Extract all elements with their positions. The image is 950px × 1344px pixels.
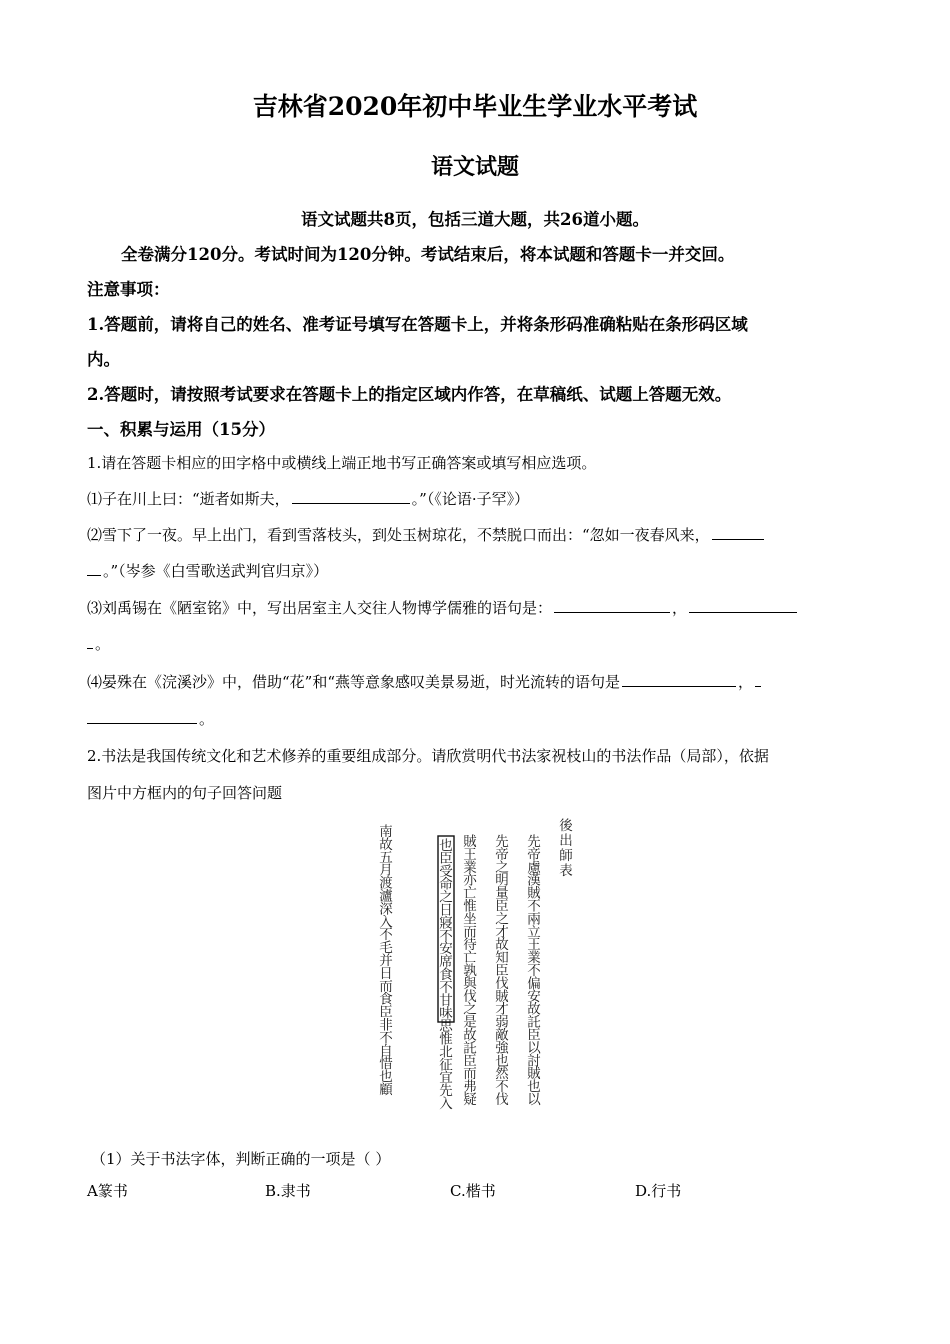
q1-part4-line2 (87, 708, 214, 729)
calligraphy-column: 後出師表 (559, 818, 573, 879)
q1-part3-blank-c[interactable] (87, 633, 93, 649)
q1-part3-text-a: ⑶刘禹锡在《陋室铭》中，写出居室主人交往人物博学儒雅的语句是： (87, 599, 553, 617)
exam-info-line2: 全卷满分120分。考试时间为120分钟。考试结束后，将本试题和答题卡一并交回。 (121, 245, 735, 264)
calligraphy-column: 也臣受命之日寢不安席食不甘味思惟北征宜先入 (439, 838, 453, 1112)
q1-part4-blank-b[interactable] (755, 671, 761, 687)
q1-part2-blank-a[interactable] (712, 524, 764, 540)
calligraphy-image (368, 808, 588, 1114)
q1-part4-line1 (87, 671, 763, 692)
q1-part1-text-b: 。”（《论语·子罕》） (411, 490, 530, 508)
exam-title: 吉林省2020年初中毕业生学业水平考试 (252, 92, 698, 121)
q2-option-b[interactable]: B.隶书 (265, 1182, 311, 1200)
exam-info-line1: 语文试题共8页，包括三道大题，共26道小题。 (301, 210, 649, 229)
q2-stem-line1: 2.书法是我国传统文化和艺术修养的重要组成部分。请欣赏明代书法家祝枝山的书法作品（局部），依据 (87, 747, 769, 765)
q2-option-c[interactable]: C.楷书 (450, 1182, 496, 1200)
q2-stem-line2: 图片中方框内的句子回答问题 (87, 784, 283, 802)
calligraphy-column: 賊王業亦亡惟坐而待亡孰與伐之是故託臣而弗疑 (463, 834, 477, 1108)
section1-heading: 一、积累与运用（15分） (87, 420, 275, 439)
q1-part1-text-a: ⑴子在川上曰：“逝者如斯夫， (87, 490, 290, 508)
q1-part3-sep: ， (672, 599, 688, 617)
q1-part4-text-a: ⑷晏殊在《浣溪沙》中，借助“花”和“燕等意象感叹美景易逝，时光流转的语句是 (87, 673, 621, 691)
q1-part1-blank[interactable] (292, 488, 410, 504)
calligraphy-column: 先帝慮漢賊不兩立王業不偏安故託臣以討賊也以 (527, 834, 541, 1108)
q1-part4-blank-c[interactable] (87, 708, 197, 724)
q1-part2-text-a: ⑵雪下了一夜。早上出门，看到雪落枝头，到处玉树琼花，不禁脱口而出：“忽如一夜春风来， (87, 526, 710, 544)
q1-part1 (87, 488, 529, 509)
q1-part2-blank-b[interactable] (87, 560, 101, 576)
notes-item1-line2: 内。 (87, 350, 120, 369)
q2-option-a[interactable]: A篆书 (87, 1182, 128, 1200)
q1-part4-blank-a[interactable] (622, 671, 736, 687)
q1-stem: 1.请在答题卡相应的田字格中或横线上端正地书写正确答案或填写相应选项。 (87, 454, 597, 472)
q1-part3-line1 (87, 597, 799, 618)
q1-part2-line2 (87, 560, 328, 581)
q1-part3-blank-a[interactable] (554, 597, 670, 613)
notes-item1-line1: 1.答题前，请将自己的姓名、准考证号填写在答题卡上，并将条形码准确粘贴在条形码区域 (87, 315, 748, 334)
q1-part4-end: 。 (199, 710, 215, 728)
q1-part2-line1 (87, 524, 766, 545)
calligraphy-column: 先帝之明量臣之才故知臣伐賊才弱敵強也然不伐 (495, 834, 509, 1108)
notes-item2: 2.答题时，请按照考试要求在答题卡上的指定区域内作答，在草稿纸、试题上答题无效。 (87, 385, 732, 404)
q1-part3-blank-b[interactable] (689, 597, 797, 613)
q1-part3-end: 。 (95, 635, 111, 653)
exam-subtitle: 语文试题 (430, 154, 519, 180)
notes-heading: 注意事项： (87, 280, 170, 299)
q1-part3-line2 (87, 633, 110, 654)
q2-sub1: （1）关于书法字体，判断正确的一项是（ ） (91, 1150, 391, 1168)
calligraphy-column: 南故五月渡瀘深入不毛并日而食臣非不自惜也顧 (379, 824, 393, 1098)
q2-option-d[interactable]: D.行书 (635, 1182, 682, 1200)
q1-part2-text-b: 。”（岑参《白雪歌送武判官归京》） (103, 562, 329, 580)
q1-part4-sep: ， (738, 673, 754, 691)
